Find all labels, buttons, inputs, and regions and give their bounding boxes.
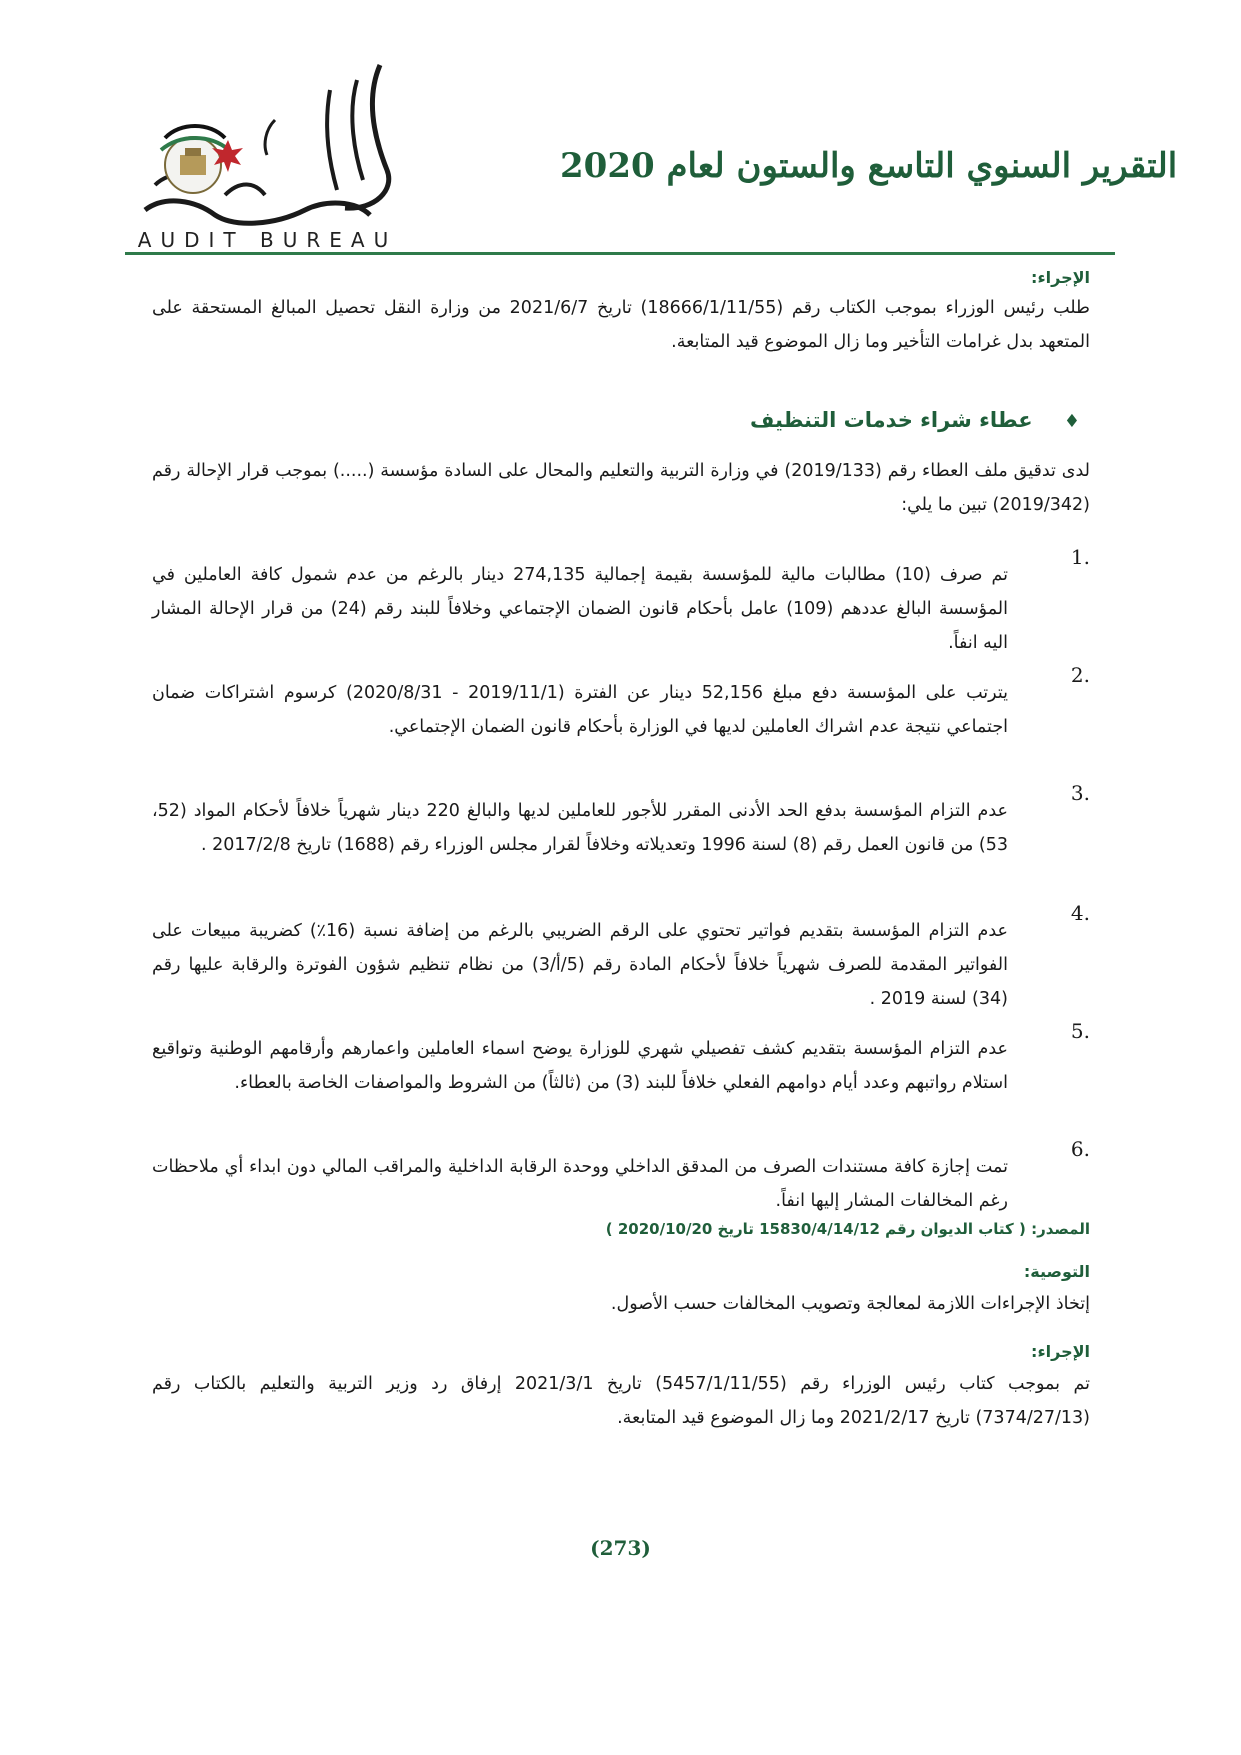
section-intro-text: لدى تدقيق ملف العطاء رقم (2019/133) في وزارة التربية والتعليم والمحال على السادة مؤسسة (.....) بموجب قرار الإحالة رقم (2019/342) تبين ما يلي: xyxy=(152,461,1090,515)
section-heading-text: عطاء شراء خدمات التنظيف xyxy=(750,408,1033,432)
list-item xyxy=(152,540,1090,677)
page-number: (273) xyxy=(590,1536,651,1560)
procedure-section-1 xyxy=(152,268,1090,359)
procedure-label: الإجراء: xyxy=(1031,268,1090,287)
section-heading xyxy=(560,408,1080,432)
list-item-text: يترتب على المؤسسة دفع مبلغ 52,156 دينار عن الفترة (2019/11/1 - 2020/8/31) كرسوم اشتراكات ضمان اجتماعي نتيجة عدم اشراك العاملين لديها في الوزارة بأحكام قانون الضمان الإجتماعي. xyxy=(152,682,1008,737)
list-item-text: تم صرف (10) مطالبات مالية للمؤسسة بقيمة إجمالية 274,135 دينار بالرغم من عدم شمول كافة العاملين في المؤسسة البالغ عددهم (109) عامل بأحكام قانون الضمان الإجتماعي وخلافاً للبند رقم (24) من قرار الإحالة المشار اليه انفاً. xyxy=(152,564,1009,653)
list-item-text: عدم التزام المؤسسة بدفع الحد الأدنى المقرر للأجور للعاملين لديها والبالغ 220 دينار شهرياً خلافاً لأحكام المواد (52، 53) من قانون العمل رقم (8) لسنة 1996 وتعديلاته وخلافاً لقرار مجلس الوزراء رقم (1688) تاريخ 2017/2/8 . xyxy=(152,800,1008,855)
list-item xyxy=(152,776,1090,879)
recommendation-section xyxy=(152,1262,1090,1321)
list-item xyxy=(152,1014,1090,1117)
list-item-number: .5 xyxy=(1070,1019,1090,1043)
list-item-text: عدم التزام المؤسسة بتقديم فواتير تحتوي على الرقم الضريبي بالرغم من إضافة نسبة (16٪) كضريبة مبيعات على الفواتير المقدمة للصرف شهرياً خلافاً لأحكام المادة رقم (5/أ/3) من نظام تنظيم شؤون الفوترة والرقابة عليها رقم (34) لسنة 2019 . xyxy=(152,920,1008,1009)
procedure-text: طلب رئيس الوزراء بموجب الكتاب رقم (18666/1/11/55) تاريخ 2021/6/7 من وزارة النقل تحصيل المبالغ المستحقة على المتعهد بدل غرامات التأخير وما زال الموضوع قيد المتابعة. xyxy=(152,298,1090,352)
audit-bureau-logo xyxy=(125,60,410,255)
list-item xyxy=(152,896,1090,1033)
list-item xyxy=(152,658,1090,761)
logo-caption: AUDIT BUREAU xyxy=(137,228,398,252)
list-item-number: .3 xyxy=(1070,781,1090,805)
header-divider xyxy=(125,252,1115,255)
procedure-section-2 xyxy=(152,1342,1090,1435)
list-item-number: .4 xyxy=(1070,901,1090,925)
section-intro xyxy=(152,454,1090,522)
source-citation: المصدر: ( كتاب الديوان رقم 15830/4/14/12 تاريخ 2020/10/20 ) xyxy=(605,1220,1090,1238)
recommendation-text: إتخاذ الإجراءات اللازمة لمعالجة وتصويب المخالفات حسب الأصول. xyxy=(610,1294,1090,1314)
diamond-bullet-icon: ♦ xyxy=(1063,411,1080,432)
procedure-label: الإجراء: xyxy=(1031,1342,1090,1361)
list-item-number: .6 xyxy=(1070,1137,1090,1161)
list-item-number: .2 xyxy=(1070,663,1090,687)
procedure-text: تم بموجب كتاب رئيس الوزراء رقم (5457/1/11/55) تاريخ 2021/3/1 إرفاق رد وزير التربية والتعليم بالكتاب رقم (7374/27/13) تاريخ 2021/2/17 وما زال الموضوع قيد المتابعة. xyxy=(152,1374,1090,1428)
list-item-text: تمت إجازة كافة مستندات الصرف من المدقق الداخلي ووحدة الرقابة الداخلية والمراقب المالي دون ابداء أي ملاحظات رغم المخالفات المشار إليها انفاً. xyxy=(152,1156,1008,1211)
list-item-text: عدم التزام المؤسسة بتقديم كشف تفصيلي شهري للوزارة يوضح اسماء العاملين واعمارهم وأرقامهم الوطنية وتواقيع استلام رواتبهم وعدد أيام دوامهم الفعلي خلافاً للبند (3) من (ثالثاً) من الشروط والمواصفات الخاصة بالعطاء. xyxy=(152,1038,1008,1093)
recommendation-label: التوصية: xyxy=(1023,1262,1090,1281)
list-item-number: .1 xyxy=(1070,545,1090,569)
report-title: التقرير السنوي التاسع والستون لعام 2020 xyxy=(560,146,1178,186)
